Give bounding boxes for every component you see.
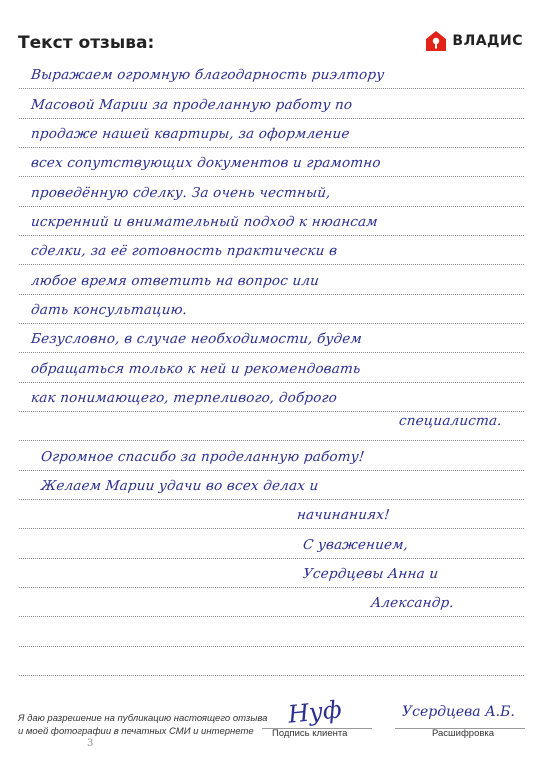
ruled-line — [19, 440, 524, 441]
review-text-line: продаже нашей квартиры, за оформление — [30, 126, 351, 142]
closing-line: Александр. — [370, 595, 455, 611]
decoding-label: Расшифровка — [432, 728, 495, 739]
ruled-line — [19, 558, 524, 559]
review-text-line: как понимающего, терпеливого, доброго — [30, 390, 338, 406]
ruled-line — [19, 264, 524, 265]
review-text-line: дать консультацию. — [30, 302, 189, 318]
ruled-line — [19, 528, 524, 529]
ruled-line — [19, 411, 524, 412]
review-text-line: сделки, за её готовность практически в — [30, 243, 339, 259]
publication-consent — [18, 712, 267, 738]
review-text-line: обращаться только к ней и рекомендовать — [30, 361, 362, 377]
ruled-line — [19, 616, 524, 617]
signature-label: Подпись клиента — [272, 728, 348, 739]
review-text-line: всех сопутствующих документов и грамотно — [30, 155, 382, 171]
client-signature: Нуф — [286, 695, 343, 729]
ruled-line — [19, 88, 524, 89]
stray-mark: 3 — [87, 738, 94, 749]
decoding-value: Усердцева А.Б. — [402, 704, 515, 720]
ruled-line — [19, 382, 524, 383]
review-text-line: начинаниях! — [296, 507, 391, 523]
review-sheet — [19, 58, 524, 686]
closing-line: Усердцевы Анна и — [302, 566, 440, 582]
brand-logo — [425, 30, 523, 52]
review-text-line: Выражаем огромную благодарность риэлтору — [30, 67, 386, 83]
ruled-line — [19, 235, 524, 236]
review-text-line: Огромное спасибо за проделанную работу! — [40, 449, 366, 465]
consent-line: и моей фотографии в печатных СМИ и интернете — [18, 726, 254, 737]
ruled-line — [19, 675, 524, 676]
review-text-line: искренний и внимательный подход к нюансам — [30, 214, 379, 230]
review-text-line: специалиста. — [398, 413, 503, 429]
consent-line: Я даю разрешение на публикацию настоящего отзыва — [18, 713, 268, 724]
ruled-line — [19, 206, 524, 207]
house-key-icon — [425, 30, 447, 52]
ruled-line — [19, 352, 524, 353]
page-title: Текст отзыва: — [18, 33, 155, 53]
ruled-line — [19, 646, 524, 647]
review-text-line: любое время ответить на вопрос или — [30, 273, 320, 289]
ruled-line — [19, 294, 524, 295]
ruled-line — [19, 147, 524, 148]
ruled-line — [19, 176, 524, 177]
ruled-line — [19, 499, 524, 500]
review-text-line: Безусловно, в случае необходимости, будем — [30, 331, 363, 347]
review-text-line: проведённую сделку. За очень честный, — [30, 185, 332, 201]
ruled-line — [19, 118, 524, 119]
review-text-line: Масовой Марии за проделанную работу по — [30, 97, 354, 113]
brand-name: ВЛАДИС — [452, 33, 523, 49]
review-text-line: Желаем Марии удачи во всех делах и — [40, 478, 320, 494]
ruled-line — [19, 470, 524, 471]
ruled-line — [19, 323, 524, 324]
closing-line: С уважением, — [302, 537, 409, 553]
ruled-line — [19, 587, 524, 588]
